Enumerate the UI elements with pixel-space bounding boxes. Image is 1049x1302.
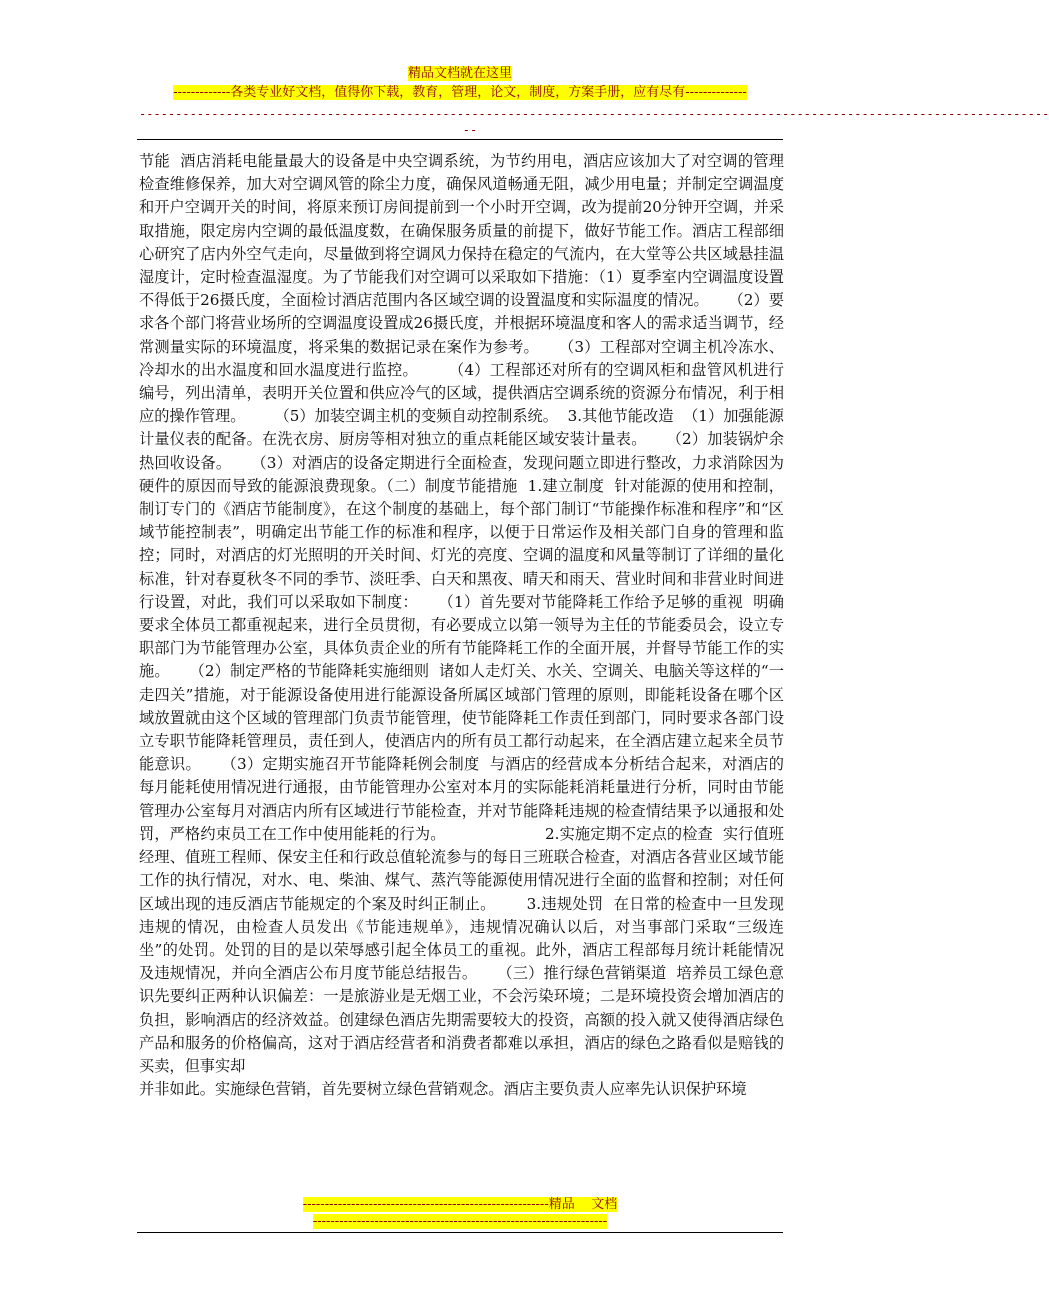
header-title-text: 精品文档就在这里 xyxy=(407,66,512,81)
footer-label xyxy=(0,1197,920,1213)
header-subtitle-text: -------------各类专业好文档，值得你下载，教育，管理，论文，制度，方案手册，应有尽有-------------- xyxy=(173,85,747,100)
header-subtitle xyxy=(0,85,920,101)
document-body: 节能 酒店消耗电能量最大的设备是中央空调系统，为节约用电，酒店应该加大了对空调的管理检查维修保养，加大对空调风管的除尘力度，确保风道畅通无阻，减少用电量；并制定空调温度和开户空调开关的时间，将原来预订房间提前到一个小时开空调，改为提前20分钟开空调，并采取措施，限定房内空调的最低温度数，在确保服务质量的前提下，做好节能工作。酒店工程部细心研究了店内外空气走向，尽量做到将空调风力保持在稳定的气流内，在大堂等公共区域悬挂温湿度计，定时检查温湿度。为了节能我们对空调可以采取如下措施：（1）夏季室内空调温度设置不得低于26摄氏度，全面检讨酒店范围内各区域空调的设置温度和实际温度的情况。 （2）要求各个部门将营业场所的空调温度设置成26摄氏度，并根据环境温度和客人的需求适当调节，经常测量实际的环境温度，将采集的数据记录在案作为参考。 （3）工程部对空调主机冷冻水、冷却水的出水温度和回水温度进行监控。 （4）工程部还对所有的空调风柜和盘管风机进行编号，列出清单，表明开关位置和供应冷气的区域，提供酒店空调系统的资源分布情况，利于相应的操作管理。 （5）加装空调主机的变频自动控制系统。 3.其他节能改造 （1）加强能源计量仪表的配备。在洗衣房、厨房等相对独立的重点耗能区域安装计量表。 （2）加装锅炉余热回收设备。 （3）对酒店的设备定期进行全面检查，发现问题立即进行整改，力求消除因为硬件的原因而导致的能源浪费现象。（二）制度节能措施 1.建立制度 针对能源的使用和控制，制订专门的《酒店节能制度》，在这个制度的基础上，每个部门制订“节能操作标准和程序”和“区域节能控制表”，明确定出节能工作的标准和程序，以便于日常运作及相关部门自身的管理和监控；同时，对酒店的灯光照明的开关时间、灯光的亮度、空调的温度和风量等制订了详细的量化标准，针对春夏秋冬不同的季节、淡旺季、白天和黑夜、晴天和雨天、营业时间和非营业时间进行设置，对此，我们可以采取如下制度： （1）首先要对节能降耗工作给予足够的重视 明确要求全体员工都重视起来，进行全员贯彻，有必要成立以第一领导为主任的节能委员会，设立专职部门为节能管理办公室，具体负责企业的所有节能降耗工作的全面开展，并督导节能工作的实施。 （2）制定严格的节能降耗实施细则 诸如人走灯关、水关、空调关、电脑关等这样的“一走四关”措施，对于能源设备使用进行能源设备所属区域部门管理的原则，即能耗设备在哪个区域放置就由这个区域的管理部门负责节能管理，使节能降耗工作责任到部门，同时要求各部门设立专职节能降耗管理员，责任到人，使酒店内的所有员工都行动起来，在全酒店建立起来全员节能意识。 （3）定期实施召开节能降耗例会制度 与酒店的经营成本分析结合起来，对酒店的每月能耗使用情况进行通报，由节能管理办公室对本月的实际能耗消耗量进行分析，同时由节能管理办公室每月对酒店内所有区域进行节能检查，并对节能降耗违规的检查情结果予以通报和处罚，严格约束员工在工作中使用能耗的行为。 2.实施定期不定点的检查 实行值班经理、值班工程师、保安主任和行政总值轮流参与的每日三班联合检查，对酒店各营业区域节能工作的执行情况，对水、电、柴油、煤气、蒸汽等能源使用情况进行全面的监督和控制；对任何区域出现的违反酒店节能规定的个案及时纠正制止。 3.违规处罚 在日常的检查中一旦发现违规的情况，由检查人员发出《节能违规单》，违规情况确认以后，对当事部门采取“三级连坐”的处罚。处罚的目的是以荣辱感引起全体员工的重视。此外，酒店工程部每月统计耗能情况及违规情况，并向全酒店公布月度节能总结报告。 （三）推行绿色营销渠道 培养员工绿色意识先要纠正两种认识偏差：一是旅游业是无烟工业，不会污染环境；二是环境投资会增加酒店的负担，影响酒店的经济效益。创建绿色酒店先期需要较大的投资，高额的投入就又使得酒店绿色产品和服务的价格偏高，这对于酒店经营者和消费者都难以承担，酒店的绿色之路看似是赔钱的买卖，但事实却 并非如此。实施绿色营销，首先要树立绿色营销观念。酒店主要负责人应率先认识保护环境 xyxy=(139,152,784,1099)
header-divider xyxy=(137,139,783,140)
header-dash-line: ------------------------------------------------------------------------------------------------------------------------------ xyxy=(139,107,1049,121)
header-dash-tail: -- xyxy=(462,123,478,137)
header-title xyxy=(0,66,920,82)
footer-dash-text: ------------------------------------------------------------------- xyxy=(312,1214,608,1229)
footer-divider xyxy=(137,1232,783,1233)
footer-dash-line xyxy=(0,1214,920,1230)
footer-label-text: --------------------------------------------------------精品 文档 xyxy=(302,1197,618,1212)
